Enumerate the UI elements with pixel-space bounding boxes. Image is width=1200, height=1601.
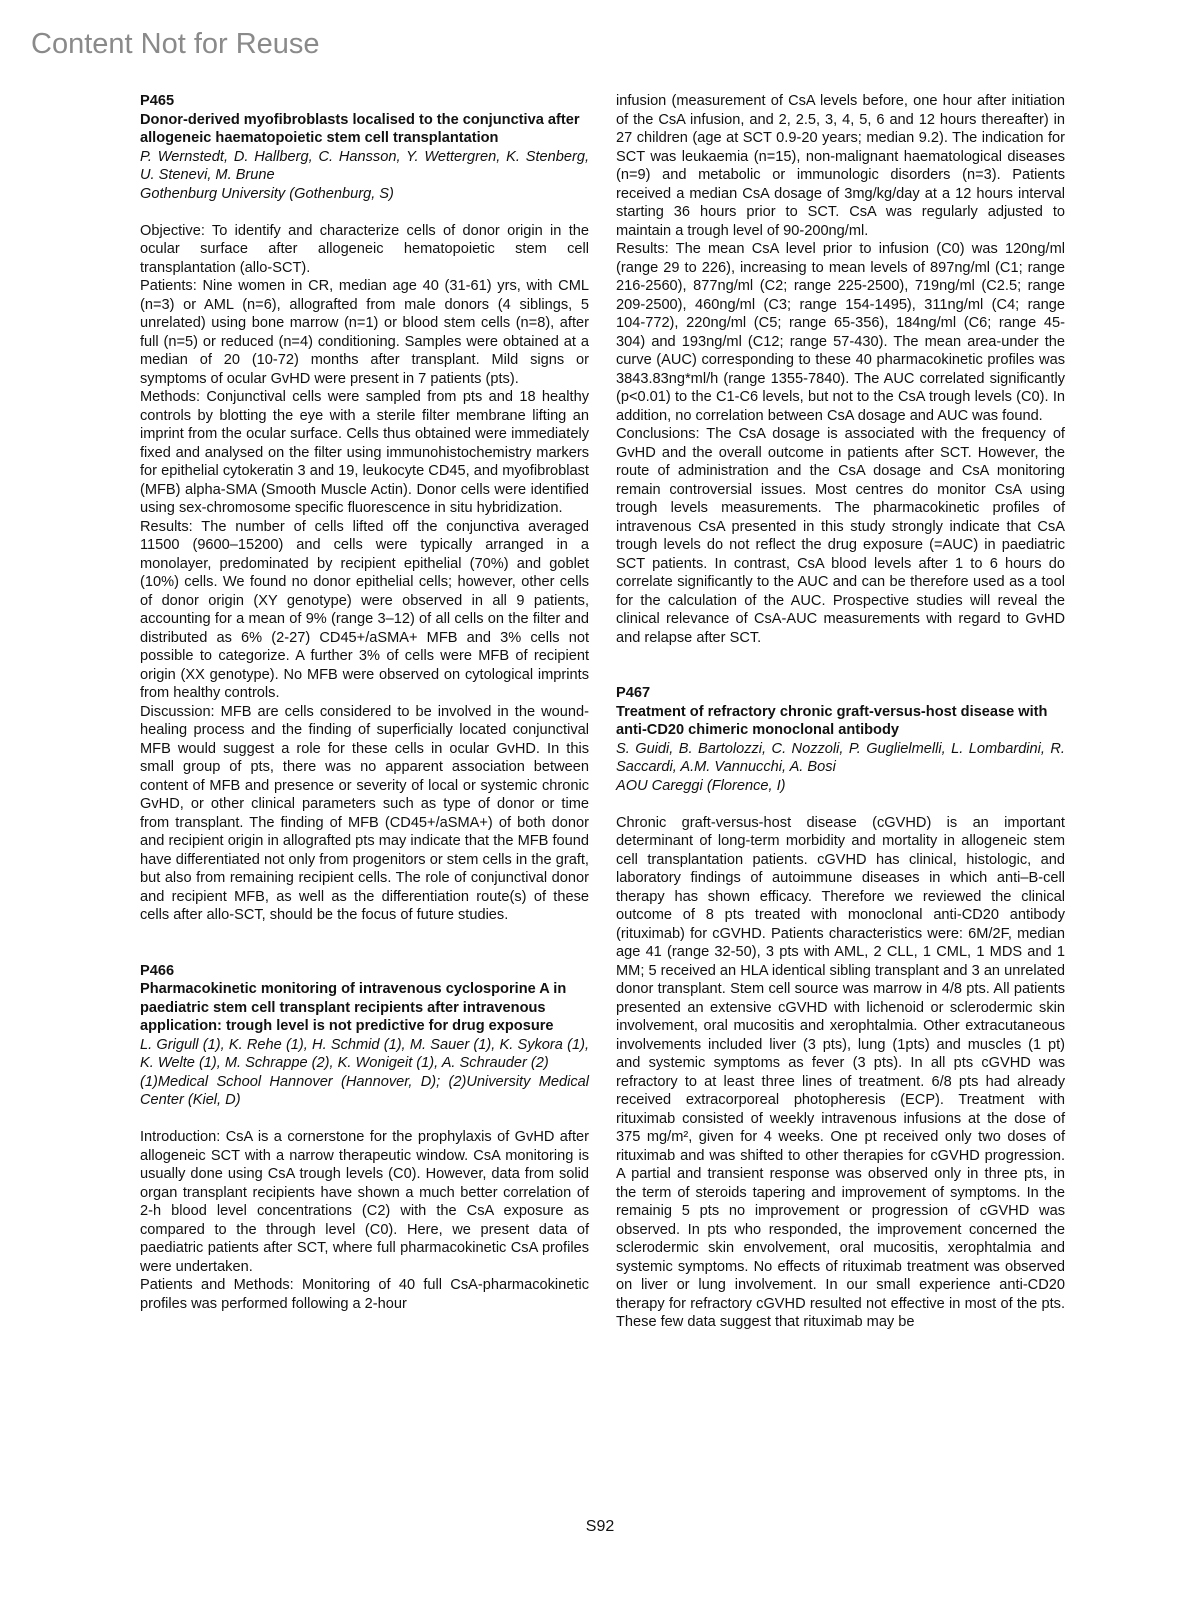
abstract-methods: Methods: Conjunctival cells were sampled from pts and 18 healthy controls by blotting the eye with a sterile filter membrane lifting an imprint from the ocular surface. Cells thus obtained were immediately fixed and analysed on the filter using immunohistochemistry markers for epithelial cytokeratin 3 and 19, leukocyte CD45, and myofibroblast (MFB) alpha-SMA (Smooth Muscle Actin). Donor cells were identified using sex-chromosome specific fluorescence in situ hybridization. — [140, 389, 589, 516]
abstract-patients: Patients: Nine women in CR, median age 40 (31-61) yrs, with CML (n=3) or AML (n=6), allografted from male donors (4 siblings, 5 unrelated) using bone marrow (n=1) or blood stem cells (n=8), after full (n=5) or reduced (n=4) conditioning. Samples were obtained at a median of 20 (10-72) months after transplant. Mild signs or symptoms of ocular GvHD were present in 7 patients (pts). — [140, 278, 589, 387]
abstract-introduction: Introduction: CsA is a cornerstone for the prophylaxis of GvHD after allogeneic SCT with a narrow therapeutic window. CsA monitoring is usually done using CsA trough levels (C0). However, data from solid organ transplant recipients have shown a much better correlation of 2-h blood level concentrations (C2) with the CsA exposure as compared to the through level (C0). Here, we present data of paediatric patients after SCT, where full pharmacokinetic CsA profiles were undertaken. — [140, 1129, 589, 1275]
abstract-body: Chronic graft-versus-host disease (cGVHD) is an important determinant of long-term morbidity and mortality in allogeneic stem cell transplantation patients. cGVHD has clinical, histologic, and laboratory findings of autoimmune diseases in which anti–B-cell therapy has shown efficacy. Therefore we reviewed the clinical outcome of 8 pts treated with monoclonal anti-CD20 antibody (rituximab) for cGVHD. Patients characteristics were: 6M/2F, median age 41 (range 32-50), 3 pts with AML, 2 CLL, 1 CML, 1 MDS and 1 MM; 5 received an HLA identical sibling transplant and 3 an unrelated donor transplant. Stem cell source was marrow in 4/8 pts. All patients presented an extensive cGVHD with lichenoid or sclerodermic skin involvement, oral mucositis and xerophtalmia. Other extracutaneous involvements included liver (3 pts), lung (1pts) and muscles (1 pt) and systemic symptoms as fever (3 pts). In all pts cGVHD was refractory to at least three lines of treatment. 6/8 pts had already received extracorporeal photopheresis (ECP). Treatment with rituximab consisted of weekly intravenous infusions at the dose of 375 mg/m², given for 4 weeks. One pt received only two doses of rituximab and was shifted to other therapies for cGVHD progression. A partial and transient response was observed only in three pts, in the term of steroids tapering and improvement of symptoms. In the remainig 5 pts no improvement or progression of cGVHD was observed. In pts who responded, the improvement concerned the sclerodermic skin envolvement, oral mucositis, xerophtalmia and systemic symptoms. No effects of rituximab treatment was observed on liver or lung involvement. In our small experience anti-CD20 therapy for refractory cGVHD resulted not effective in most of the pts. These few data suggest that rituximab may be — [616, 814, 1065, 1330]
abstract-conclusions: Conclusions: The CsA dosage is associated with the frequency of GvHD and the overall outcome in patients after SCT. However, the route of administration and the CsA dosage and CsA monitoring remain controversial issues. Most centres do monitor CsA using trough levels measurements. The pharmacokinetic profiles of intravenous CsA presented in this study strongly indicate that CsA trough levels do not reflect the drug exposure (=AUC) in paediatric SCT patients. In contrast, CsA blood levels after 1 to 6 hours do correlate significantly to the AUC and can be therefore used as a tool for the calculation of the AUC. Prospective studies will reveal the clinical relevance of CsA-AUC measurements with regard to GvHD and relapse after SCT. — [616, 426, 1065, 646]
abstract-code: P465 — [140, 93, 175, 109]
abstract-methods-part2: infusion (measurement of CsA levels before, one hour after initiation of the CsA infusion, and 2, 2.5, 3, 4, 5, 6 and 12 hours thereafter) in 27 children (age at SCT 0.9-20 years; median 9.2). The indication for SCT was leukaemia (n=15), non-malignant haematological diseases (n=9) and metabolic or immunologic disorders (n=3). Patients received a median CsA dosage of 3mg/kg/day at a 12 hours interval starting 36 hours prior to SCT. CsA was regularly adjusted to maintain a trough level of 90-200ng/ml. — [616, 93, 1065, 239]
abstract-objective: Objective: To identify and characterize cells of donor origin in the ocular surface after allogeneic hematopoietic stem cell transplantation (allo-SCT). — [140, 222, 589, 276]
abstract-authors: P. Wernstedt, D. Hallberg, C. Hansson, Y. Wettergren, K. Stenberg, U. Stenevi, M. Brune — [140, 148, 589, 183]
abstract-p467 — [616, 684, 1065, 1332]
abstract-title: Donor-derived myofibroblasts localised to the conjunctiva after allogeneic haematopoietic stem cell transplantation — [140, 111, 580, 146]
abstract-code: P466 — [140, 962, 175, 979]
abstract-authors: S. Guidi, B. Bartolozzi, C. Nozzoli, P. Guglielmelli, L. Lombardini, R. Saccardi, A.M. Vannucchi, A. Bosi — [616, 740, 1065, 775]
abstract-p466-continued — [616, 92, 1065, 647]
watermark: Content Not for Reuse — [31, 28, 320, 60]
abstract-authors: L. Grigull (1), K. Rehe (1), H. Schmid (1), M. Sauer (1), K. Sykora (1), K. Welte (1), M. Schrappe (2), K. Wonigeit (1), A. Schrauder (2) — [140, 1036, 589, 1071]
abstract-p465 — [140, 92, 589, 925]
abstract-p466 — [140, 962, 589, 1314]
abstract-results: Results: The number of cells lifted off the conjunctiva averaged 11500 (9600–15200) and cells were typically arranged in a monolayer, predominated by recipient epithelial (70%) and goblet (10%) cells. We found no donor epithelial cells; however, other cells of donor origin (XY genotype) were observed in all 9 patients, accounting for a mean of 9% (range 3–12) of all cells on the filter and distributed as 6% (2-27) CD45+/aSMA+ MFB and 3% cells not possible to categorize. A further 3% of cells were MFB of recipient origin (XX genotype). No MFB were observed on cytological imprints from healthy controls. — [140, 518, 589, 701]
right-column — [616, 92, 1065, 1332]
abstract-institution: Gothenburg University (Gothenburg, S) — [140, 185, 394, 202]
left-column — [140, 92, 589, 1313]
abstract-methods-part1: Patients and Methods: Monitoring of 40 full CsA-pharmacokinetic profiles was performed following a 2-hour — [140, 1277, 589, 1312]
abstract-title: Treatment of refractory chronic graft-versus-host disease with anti-CD20 chimeric monoclonal antibody — [616, 703, 1048, 738]
abstract-institution: (1)Medical School Hannover (Hannover, D); (2)University Medical Center (Kiel, D) — [140, 1073, 589, 1108]
abstract-results: Results: The mean CsA level prior to infusion (C0) was 120ng/ml (range 29 to 226), increasing to mean levels of 897ng/ml (C1; range 216-2560), 877ng/ml (C2; range 225-2500), 719ng/ml (C2.5; range 209-2500), 460ng/ml (C3; range 154-1495), 311ng/ml (C4; range 104-772), 220ng/ml (C5; range 65-356), 184ng/ml (C6; range 45-304) and 193ng/ml (C12; range 57-430). The mean area-under the curve (AUC) corresponding to these 40 pharmacokinetic profiles was 3843.83ng*ml/h (range 1355-7840). The AUC correlated significantly (p<0.01) to the C1-C6 levels, but not to the CsA trough levels (C0). In addition, no correlation between CsA dosage and AUC was found. — [616, 241, 1065, 424]
abstract-title: Pharmacokinetic monitoring of intravenous cyclosporine A in paediatric stem cell transplant recipients after intravenous application: trough level is not predictive for drug exposure — [140, 981, 567, 1034]
abstract-code: P467 — [616, 685, 651, 701]
abstract-discussion: Discussion: MFB are cells considered to be involved in the wound-healing process and the finding of superficially located conjunctival MFB would suggest a role for these cells in ocular GvHD. In this small group of pts, there was no apparent association between content of MFB and presence or severity of local or systemic chronic GvHD, or other clinical parameters such as type of donor or time from transplant. The finding of MFB (CD45+/aSMA+) of both donor and recipient origin in allografted pts may indicate that the MFB found have differentiated not only from progenitors or stem cells in the graft, but also from remaining recipient cells. The role of conjunctival donor and recipient MFB, as well as the differentiation route(s) of these cells after allo-SCT, should be the focus of future studies. — [140, 703, 589, 923]
page-number: S92 — [585, 1518, 615, 1535]
abstract-institution: AOU Careggi (Florence, I) — [616, 777, 786, 794]
